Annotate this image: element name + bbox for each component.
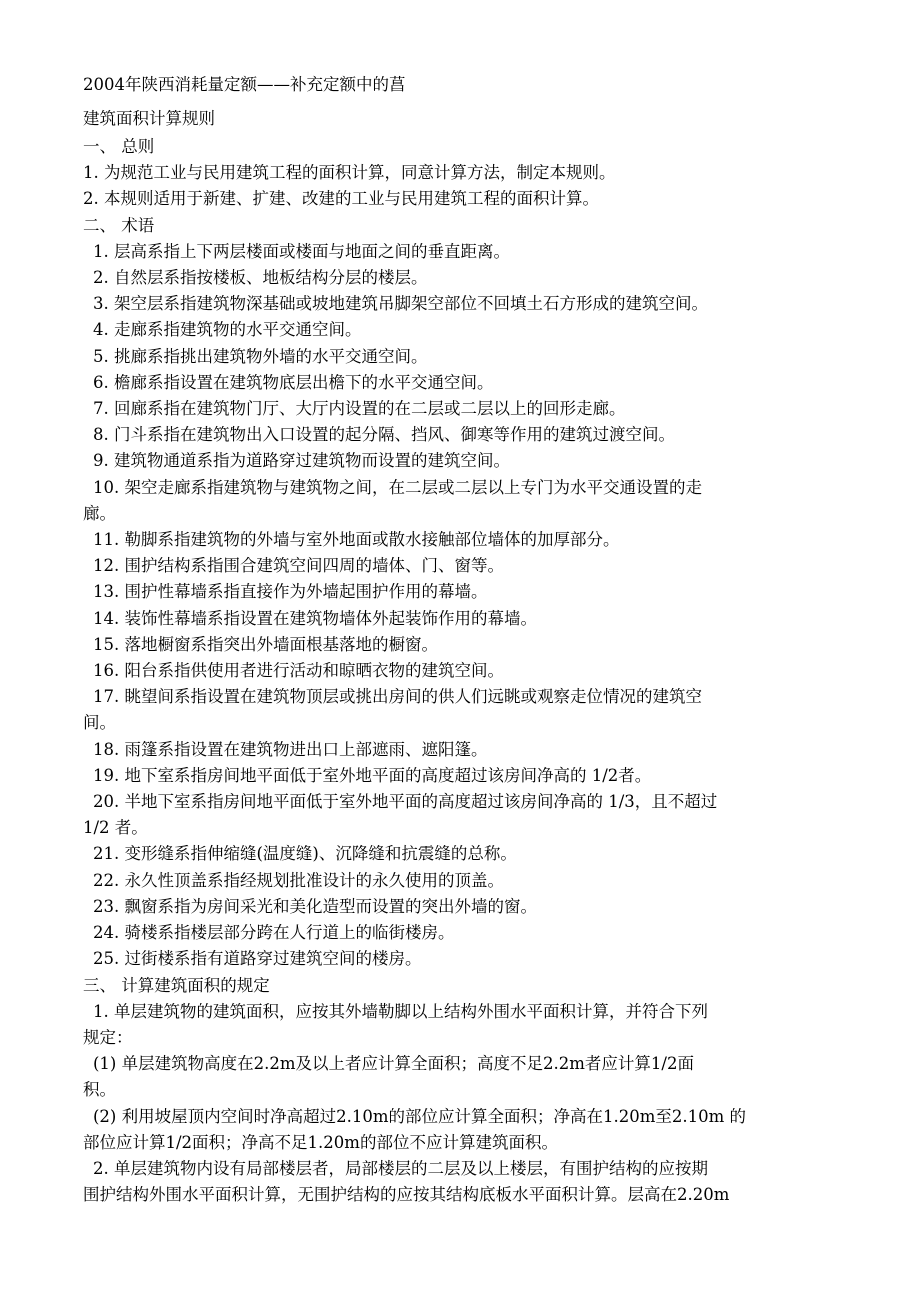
term-item: 13. 围护性幕墙系指直接作为外墙起围护作用的幕墙。 — [93, 582, 488, 602]
term-item: 23. 飘窗系指为房间采光和美化造型而设置的突出外墙的窗。 — [93, 896, 537, 916]
term-item: 2. 自然层系指按楼板、地板结构分层的楼层。 — [93, 268, 428, 288]
term-item-continuation: 间。 — [83, 713, 116, 733]
term-item-continuation: 1/2 者。 — [83, 818, 148, 838]
section-heading-general: 一、 总则 — [83, 137, 155, 156]
term-item: 4. 走廊系指建筑物的水平交通空间。 — [93, 320, 362, 340]
paragraph: 1. 为规范工业与民用建筑工程的面积计算，同意计算方法，制定本规则。 — [83, 163, 616, 183]
term-item: 25. 过街楼系指有道路穿过建筑空间的楼房。 — [93, 949, 422, 969]
term-item: 17. 眺望间系指设置在建筑物顶层或挑出房间的供人们远眺或观察走位情况的建筑空 — [93, 687, 702, 707]
term-item: 14. 装饰性幕墙系指设置在建筑物墙体外起装饰作用的幕墙。 — [93, 608, 537, 628]
term-item: 1. 层高系指上下两层楼面或楼面与地面之间的垂直距离。 — [93, 241, 510, 261]
term-item: 16. 阳台系指供使用者进行活动和晾晒衣物的建筑空间。 — [93, 661, 504, 681]
term-item: 9. 建筑物通道系指为道路穿过建筑物而设置的建筑空间。 — [93, 451, 510, 471]
rule-item-continuation: 规定： — [83, 1027, 133, 1047]
rule-item: 2. 单层建筑物内设有局部楼层者，局部楼层的二层及以上楼层，有围护结构的应按期 — [93, 1158, 708, 1178]
term-item: 5. 挑廊系指挑出建筑物外墙的水平交通空间。 — [93, 346, 428, 366]
term-item: 20. 半地下室系指房间地平面低于室外地平面的高度超过该房间净高的 1/3，且不超过 — [93, 792, 718, 812]
paragraph: 2. 本规则适用于新建、扩建、改建的工业与民用建筑工程的面积计算。 — [83, 189, 599, 209]
section-heading-terms: 二、 术语 — [83, 215, 155, 235]
term-item: 12. 围护结构系指围合建筑空间四周的墙体、门、窗等。 — [93, 556, 504, 576]
document-subtitle: 建筑面积计算规则 — [83, 109, 215, 128]
term-item-continuation: 廊。 — [83, 503, 116, 523]
rule-subitem: (1) 单层建筑物高度在2.2m及以上者应计算全面积；高度不足2.2m者应计算1/2面 — [93, 1054, 694, 1074]
term-item: 18. 雨篷系指设置在建筑物进出口上部遮雨、遮阳篷。 — [93, 739, 488, 759]
rule-item-continuation: 围护结构外围水平面积计算，无围护结构的应按其结构底板水平面积计算。层高在2.20m — [83, 1185, 730, 1205]
term-item: 22. 永久性顶盖系指经规划批准设计的永久使用的顶盖。 — [93, 870, 504, 890]
term-item: 6. 檐廊系指设置在建筑物底层出檐下的水平交通空间。 — [93, 372, 494, 392]
term-item: 24. 骑楼系指楼层部分跨在人行道上的临街楼房。 — [93, 923, 455, 943]
term-item: 8. 门斗系指在建筑物出入口设置的起分隔、挡风、御寒等作用的建筑过渡空间。 — [93, 425, 675, 445]
rule-item: 1. 单层建筑物的建筑面积，应按其外墙勒脚以上结构外围水平面积计算，并符合下列 — [93, 1001, 708, 1021]
term-item: 19. 地下室系指房间地平面低于室外地平面的高度超过该房间净高的 1/2者。 — [93, 765, 652, 785]
rule-subitem-continuation: 部位应计算1/2面积；净高不足1.20m的部位不应计算建筑面积。 — [83, 1132, 558, 1152]
term-item: 11. 勒脚系指建筑物的外墙与室外地面或散水接触部位墙体的加厚部分。 — [93, 530, 620, 550]
document-title: 2004年陕西消耗量定额——补充定额中的菖 — [83, 75, 406, 94]
rule-subitem-continuation: 积。 — [83, 1080, 116, 1100]
rule-subitem: (2) 利用坡屋顶内空间时净高超过2.10m的部位应计算全面积；净高在1.20m至2.10m 的 — [93, 1106, 747, 1126]
term-item: 10. 架空走廊系指建筑物与建筑物之间，在二层或二层以上专门为水平交通设置的走 — [93, 477, 702, 497]
term-item: 15. 落地橱窗系指突出外墙面根基落地的橱窗。 — [93, 634, 438, 654]
term-item: 21. 变形缝系指伸缩缝(温度缝)、沉降缝和抗震缝的总称。 — [93, 844, 517, 864]
term-item: 7. 回廊系指在建筑物门厅、大厅内设置的在二层或二层以上的回形走廊。 — [93, 399, 626, 419]
term-item: 3. 架空层系指建筑物深基础或坡地建筑吊脚架空部位不回填土石方形成的建筑空间。 — [93, 294, 708, 314]
section-heading-rules: 三、 计算建筑面积的规定 — [83, 975, 270, 995]
